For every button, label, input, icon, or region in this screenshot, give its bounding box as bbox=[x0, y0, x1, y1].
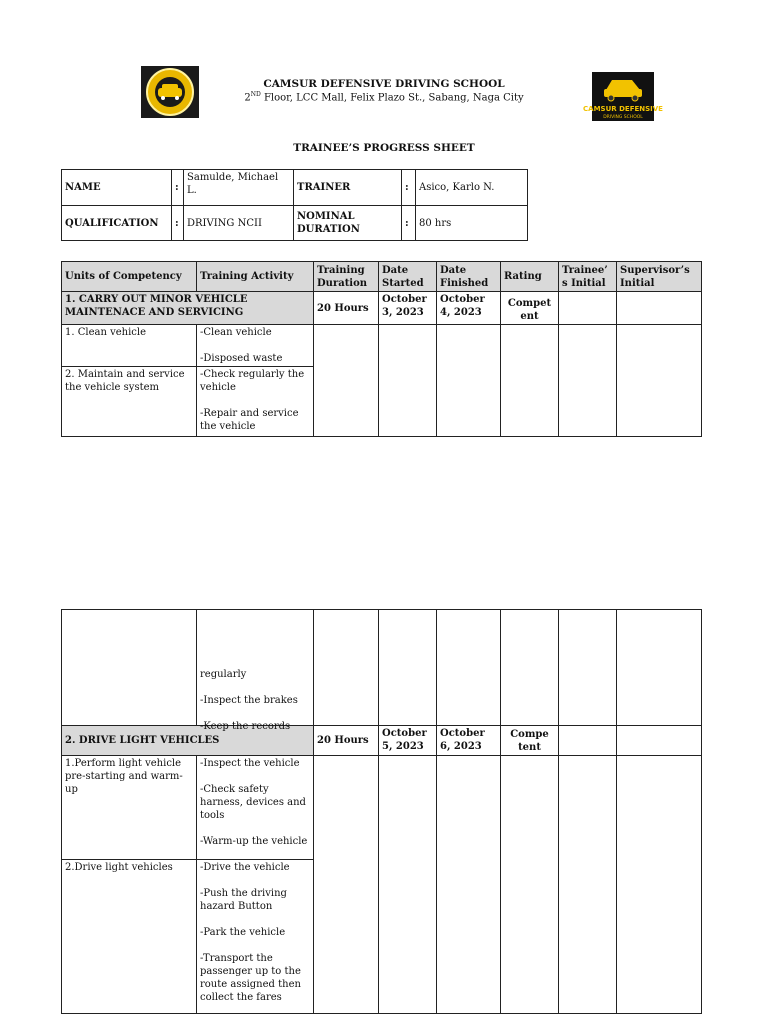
activity-item: -Warm-up the vehicle bbox=[200, 836, 308, 847]
header-finished: Date Finished bbox=[437, 262, 501, 292]
activity-item: -Push the driving hazard Button bbox=[200, 888, 287, 912]
unit1-rating-cell bbox=[501, 325, 559, 437]
colon: : bbox=[172, 170, 184, 206]
activity-item: -Disposed waste bbox=[200, 353, 283, 364]
continuation-activities bbox=[197, 610, 314, 726]
activity-item: -Drive the vehicle bbox=[200, 862, 290, 873]
unit2-title bbox=[62, 721, 314, 756]
unit1-duration-cell bbox=[314, 325, 379, 437]
qualification-label: QUALIFICATION bbox=[62, 206, 172, 241]
header-started: Date Started bbox=[379, 262, 437, 292]
name-value: Samulde, Michael L. bbox=[184, 170, 294, 206]
unit1-row1-unit: 1. Clean vehicle bbox=[62, 325, 197, 367]
unit2-started: October 5, 2023 bbox=[379, 726, 437, 756]
header-duration: Training Duration bbox=[314, 262, 379, 292]
header-supervisor-initial: Supervisor’s Initial bbox=[617, 262, 702, 292]
logo-right-text: CAMSUR DEFENSIVE bbox=[583, 105, 663, 113]
address-floor: 2 bbox=[244, 92, 251, 104]
address-rest: Floor, LCC Mall, Felix Plazo St., Sabang, Naga City bbox=[260, 92, 524, 104]
trainer-label: TRAINER bbox=[294, 170, 402, 206]
unit1-supervisor-cell bbox=[617, 325, 702, 437]
nominal-duration-value: 80 hrs bbox=[416, 206, 528, 241]
colon: : bbox=[402, 206, 416, 241]
activity-item: -Inspect the brakes bbox=[200, 695, 298, 706]
activity-item: -Keep the records bbox=[200, 721, 291, 732]
unit1-trainee-initial bbox=[559, 292, 617, 325]
unit1-row2-activities bbox=[197, 367, 314, 437]
trainee-info-table bbox=[61, 169, 528, 241]
unit1-rating: Compet ent bbox=[501, 292, 559, 325]
header-rating: Rating bbox=[501, 262, 559, 292]
unit2-trainee-initial bbox=[559, 726, 617, 756]
school-address bbox=[0, 91, 768, 103]
name-label: NAME bbox=[62, 170, 172, 206]
unit1-title: 1. CARRY OUT MINOR VEHICLE MAINTENACE AND SERVICING bbox=[62, 292, 314, 325]
unit1-duration: 20 Hours bbox=[314, 292, 379, 325]
header-trainee-initial: Trainee’ s Initial bbox=[559, 262, 617, 292]
unit2-duration: 20 Hours bbox=[314, 726, 379, 756]
unit1-row1-activities bbox=[197, 325, 314, 367]
logo-right-subtext: DRIVING SCHOOL bbox=[603, 115, 643, 120]
activity-item: -Inspect the vehicle bbox=[200, 758, 300, 769]
unit2-finished: October 6, 2023 bbox=[437, 726, 501, 756]
qualification-value: DRIVING NCII bbox=[184, 206, 294, 241]
activity-item: -Repair and service the vehicle bbox=[200, 408, 299, 432]
unit1-trainee-cell bbox=[559, 325, 617, 437]
activity-item: -Park the vehicle bbox=[200, 927, 286, 938]
progress-table-part1 bbox=[61, 261, 702, 437]
continuation-unit bbox=[62, 610, 197, 726]
unit1-row2-unit: 2. Maintain and service the vehicle system bbox=[62, 367, 197, 437]
header-units: Units of Competency bbox=[62, 262, 197, 292]
unit2-title-text: 2. DRIVE LIGHT VEHICLES bbox=[65, 735, 220, 746]
unit2-row1-activities bbox=[197, 756, 314, 860]
unit2-rating: Compe tent bbox=[501, 726, 559, 756]
unit1-started: October 3, 2023 bbox=[379, 292, 437, 325]
unit2-row1-unit: 1.Perform light vehicle pre-starting and warm-up bbox=[62, 756, 197, 860]
sheet-title: TRAINEE’S PROGRESS SHEET bbox=[293, 142, 475, 154]
unit2-row2-activities bbox=[197, 860, 314, 1014]
unit1-started-cell bbox=[379, 325, 437, 437]
colon: : bbox=[172, 206, 184, 241]
school-name: CAMSUR DEFENSIVE DRIVING SCHOOL bbox=[263, 78, 505, 90]
trainer-value: Asico, Karlo N. bbox=[416, 170, 528, 206]
unit2-supervisor-initial bbox=[617, 726, 702, 756]
unit2-row2-unit: 2.Drive light vehicles bbox=[62, 860, 197, 1014]
header-activity: Training Activity bbox=[197, 262, 314, 292]
activity-item: -Check regularly the vehicle bbox=[200, 369, 305, 393]
unit1-finished-cell bbox=[437, 325, 501, 437]
colon: : bbox=[402, 170, 416, 206]
unit1-supervisor-initial bbox=[617, 292, 702, 325]
unit1-finished: October 4, 2023 bbox=[437, 292, 501, 325]
activity-item: -Clean vehicle bbox=[200, 327, 272, 338]
activity-item: -Check safety harness, devices and tools bbox=[200, 784, 306, 821]
address-suffix: ND bbox=[250, 91, 261, 98]
activity-item: -Transport the passenger up to the route assigned then collect the fares bbox=[200, 953, 301, 1003]
progress-table-part2 bbox=[61, 609, 702, 1014]
activity-item: regularly bbox=[200, 669, 247, 680]
nominal-duration-label: NOMINAL DURATION bbox=[294, 206, 402, 241]
